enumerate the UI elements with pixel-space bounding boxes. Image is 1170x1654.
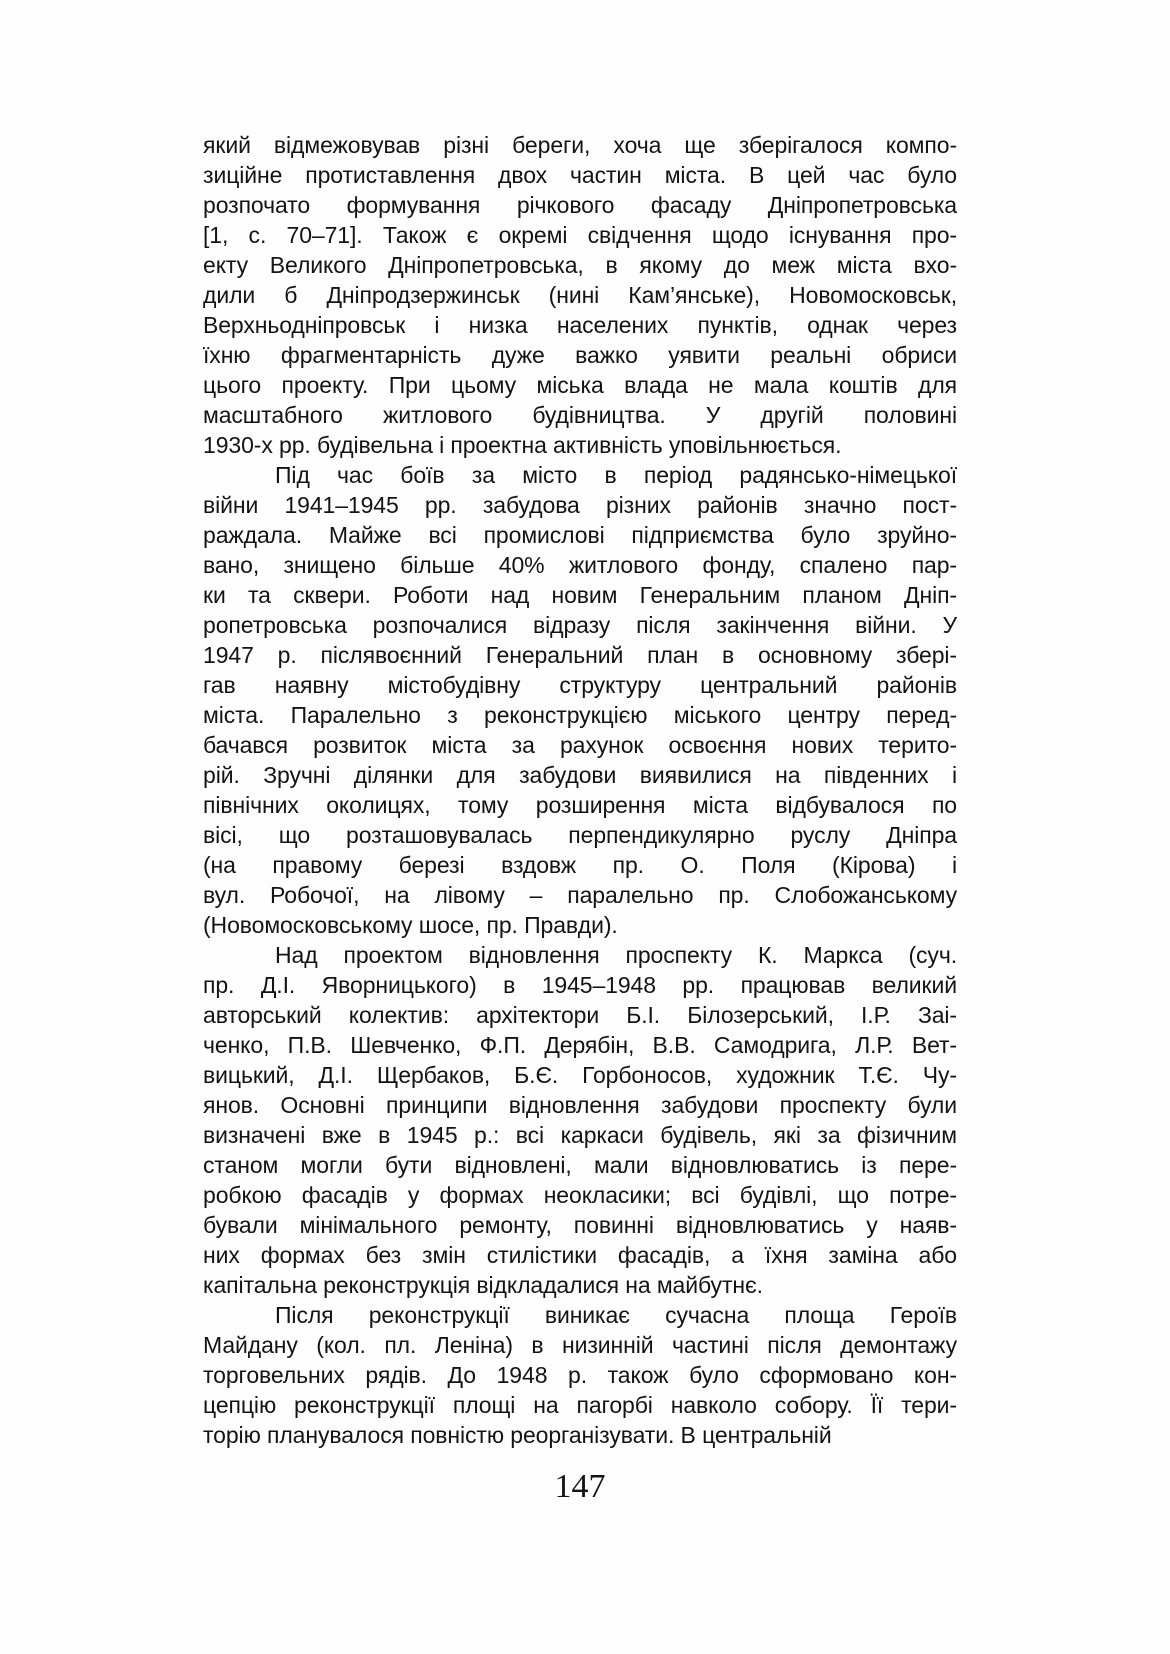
text-line: північних околицях, тому розширення міста відбувалося по (203, 792, 957, 818)
text-line: 1930-х рр. будівельна і проектна активність уповільнюється. (203, 432, 842, 458)
text-line: вицький, Д.І. Щербаков, Б.Є. Горбоносов, художник Т.Є. Чу- (203, 1062, 957, 1088)
text-line: ки та сквери. Роботи над новим Генеральним планом Дніп- (203, 582, 957, 608)
text-line: зиційне протиставлення двох частин міста. В цей час було (203, 162, 957, 188)
text-line: їхню фрагментарність дуже важко уявити реальні обриси (203, 342, 957, 368)
text-block (203, 130, 957, 1450)
text-line: раждала. Майже всі промислові підприємства було зруйно- (203, 522, 957, 548)
text-line: янов. Основні принципи відновлення забудови проспекту були (203, 1092, 957, 1118)
text-line: міста. Паралельно з реконструкцією міського центру перед- (203, 702, 957, 728)
text-line: станом могли бути відновлені, мали відновлюватись із пере- (203, 1152, 957, 1178)
text-line: розпочато формування річкового фасаду Дніпропетровська (203, 192, 957, 218)
text-line: цепцію реконструкції площі на пагорбі навколо собору. Її тери- (203, 1392, 957, 1418)
text-line: пр. Д.І. Яворницького) в 1945–1948 рр. працював великий (203, 972, 957, 998)
text-line: авторський колектив: архітектори Б.І. Білозерський, І.Р. Заі- (203, 1002, 957, 1028)
text-line: робкою фасадів у формах неокласики; всі будівлі, що потре- (203, 1182, 957, 1208)
paragraph (203, 130, 957, 460)
text-line: Під час боїв за місто в період радянсько-німецької (275, 462, 957, 488)
text-line: який відмежовував різні береги, хоча ще зберігалося компо- (203, 132, 957, 158)
text-line: 1947 р. післявоєнний Генеральний план в основному збері- (203, 642, 957, 668)
text-line: (на правому березі вздовж пр. О. Поля (Кірова) і (203, 852, 957, 878)
text-line: [1, с. 70–71]. Також є окремі свідчення щодо існування про- (203, 222, 957, 248)
text-line: (Новомосковському шосе, пр. Правди). (203, 912, 618, 938)
paragraph (203, 1300, 957, 1450)
text-line: війни 1941–1945 рр. забудова різних районів значно пост- (203, 492, 957, 518)
text-line: ропетровська розпочалися відразу після закінчення війни. У (203, 612, 957, 638)
text-line: Після реконструкції виникає сучасна площа Героїв (275, 1302, 957, 1328)
paragraph (203, 940, 957, 1300)
text-line: вано, знищено більше 40% житлового фонду, спалено пар- (203, 552, 957, 578)
text-line: Майдану (кол. пл. Леніна) в низинній частині після демонтажу (203, 1332, 957, 1358)
text-line: Над проектом відновлення проспекту К. Маркса (суч. (275, 942, 957, 968)
text-line: бачався розвиток міста за рахунок освоєння нових терито- (203, 732, 957, 758)
text-line: ченко, П.В. Шевченко, Ф.П. Дерябін, В.В. Самодрига, Л.Р. Вет- (203, 1032, 957, 1058)
text-line: гав наявну містобудівну структуру центральний районів (203, 672, 957, 698)
text-line: екту Великого Дніпропетровська, в якому до меж міста вхо- (203, 252, 957, 278)
text-line: вісі, що розташовувалась перпендикулярно руслу Дніпра (203, 822, 957, 848)
text-line: торію планувалося повністю реорганізувати. В центральній (203, 1422, 832, 1448)
text-line: капітальна реконструкція відкладалися на майбутнє. (203, 1272, 763, 1298)
text-line: рій. Зручні ділянки для забудови виявилися на південних і (203, 762, 957, 788)
page-number: 147 (554, 1468, 606, 1505)
paragraph (203, 460, 957, 940)
text-line: масштабного житлового будівництва. У другій половині (203, 402, 957, 428)
text-line: них формах без змін стилістики фасадів, а їхня заміна або (203, 1242, 957, 1268)
text-line: дили б Дніпродзержинськ (нині Кам’янське), Новомосковськ, (203, 282, 957, 308)
text-line: торговельних рядів. До 1948 р. також було сформовано кон- (203, 1362, 957, 1388)
text-line: бували мінімального ремонту, повинні відновлюватись у наяв- (203, 1212, 957, 1238)
text-line: визначені вже в 1945 р.: всі каркаси будівель, які за фізичним (203, 1122, 957, 1148)
text-line: вул. Робочої, на лівому – паралельно пр. Слобожанському (203, 882, 957, 908)
text-line: Верхньодніпровськ і низка населених пунктів, однак через (203, 312, 957, 338)
text-line: цього проекту. При цьому міська влада не мала коштів для (203, 372, 957, 398)
